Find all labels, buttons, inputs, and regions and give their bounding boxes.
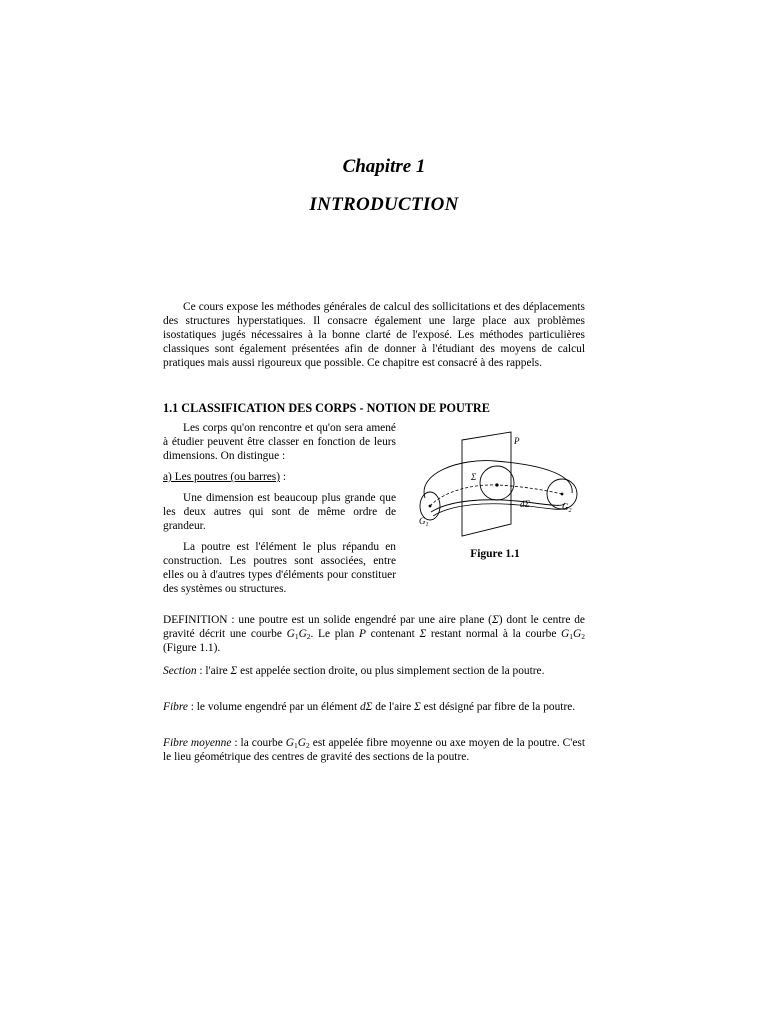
definition-paragraph: DEFINITION : une poutre est un solide engendré par une aire plane (Σ) dont le centre de gravité décrit une courbe $G_1G_2$. Le plan P contenant Σ restant normal à la courbe $G_1G_2$ (Figure 1.1). xyxy=(163,614,586,654)
chapter-title: INTRODUCTION xyxy=(309,194,459,215)
section-heading: 1.1 CLASSIFICATION DES CORPS - NOTION DE POUTRE xyxy=(163,401,490,415)
section-definition: Section : l'aire Σ est appelée section droite, ou plus simplement section de la poutre. xyxy=(163,665,545,677)
fibre-definition: Fibre : le volume engendré par un élément dΣ de l'aire Σ est désigné par fibre de la poutre. xyxy=(163,701,576,713)
plane-p xyxy=(462,432,511,536)
subheading-line xyxy=(163,470,396,484)
subheading-poutres: a) Les poutres (ou barres) xyxy=(163,471,281,483)
fibre-moyenne-definition: Fibre moyenne : la courbe $G_1G_2$ est appelée fibre moyenne ou axe moyen de la poutre. C'est le lieu géométrique des centres de gravité des sections de la poutre. xyxy=(163,737,585,763)
beam-inner-2 xyxy=(433,504,567,516)
left-column xyxy=(163,421,396,603)
label-dsigma: dΣ xyxy=(520,499,530,509)
figure-caption: Figure 1.1 xyxy=(470,548,520,560)
beam-inner xyxy=(431,500,565,512)
chapter-label: Chapitre 1 xyxy=(342,156,426,177)
subheading-suffix: : xyxy=(280,471,287,483)
fibre-moyenne xyxy=(430,485,562,506)
label-g2: $G_2$ xyxy=(562,502,572,514)
label-g1: $G_1$ xyxy=(419,516,429,528)
section-paragraph-2: Une dimension est beaucoup plus grande que les deux autres qui sont de même ordre de grandeur. xyxy=(163,492,396,532)
figure-beam xyxy=(405,428,585,543)
section-paragraph-1: Les corps qu'on rencontre et qu'on sera amené à étudier peuvent être classer en fonction de leurs dimensions. On distingue : xyxy=(163,422,396,462)
section-paragraph-3: La poutre est l'élément le plus répandu en construction. Les poutres sont associées, entre elles ou à d'autres types d'éléments pour constituer des systèmes ou structures. xyxy=(163,541,396,595)
intro-paragraph: Ce cours expose les méthodes générales de calcul des sollicitations et des déplacements des structures hyperstatiques. Il consacre également une large place aux problèmes isostatiques jugés nécessaires à la bonne clarté de l'exposé. Les méthodes particulières classiques sont également présentées afin de donner à l'étudiant des moyens de calcul pratiques mais aussi rigoureux que possible. Ce chapitre est consacré à des rappels. xyxy=(163,301,585,369)
label-plane: P xyxy=(514,436,520,446)
section-sigma xyxy=(480,466,514,500)
label-sigma: Σ xyxy=(471,472,477,482)
